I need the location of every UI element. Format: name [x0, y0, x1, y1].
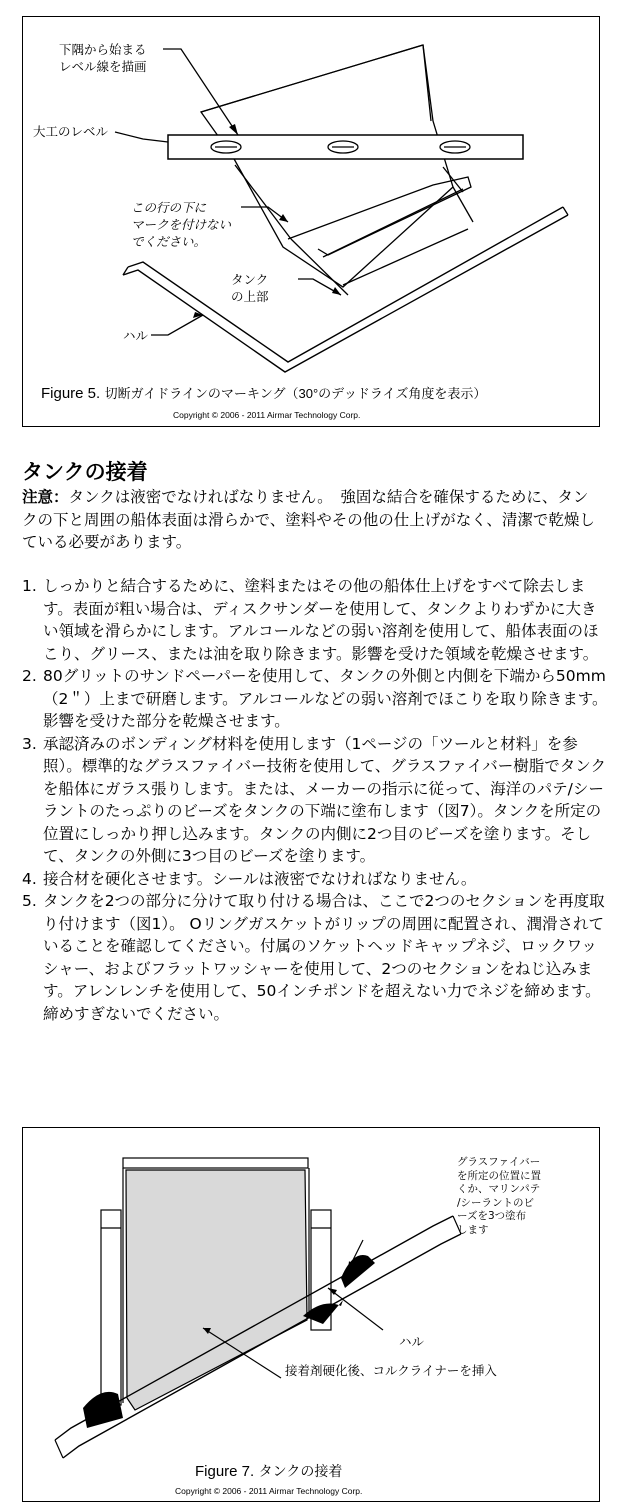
step-number: 4. [22, 869, 37, 888]
step-text: タンクを2つの部分に分けて取り付ける場合は、ここで2つのセクションを再度取り付けます（図1）。 Oリングガスケットがリップの周囲に配置され、潤滑されていることを確認してください。付属のソケットヘッドキャップネジ、ロックワッシャー、およびフラットワッシャーを使用して、2つのセクションをねじ込みます。アレンレンチを使用して、50インチポンドを超えない力でネジを締めます。締めすぎないでください。 [43, 892, 605, 1023]
step-number: 5. [22, 892, 37, 910]
step-text: しっかりと結合するために、塗料またはその他の船体仕上げをすべて除去します。表面が粗い場合は、ディスクサンダーを使用して、タンクよりわずかに大きい領域を滑らかにします。アルコールなどの弱い溶剤を使用して、船体表面のほこり、グリース、または油を取り除きます。影響を受けた領域を乾燥させます。 [43, 577, 599, 663]
label-line: 下隅から始まる [59, 42, 147, 57]
label-line: この行の下に [131, 200, 207, 215]
section-title: タンクの接着 [22, 460, 148, 484]
step-number: 2. [22, 667, 37, 685]
label-line: を所定の位置に置 [457, 1169, 541, 1182]
figure-5 [22, 16, 600, 427]
figure-5-illustration [23, 17, 601, 428]
step-number: 3. [22, 734, 37, 753]
step-number: 1. [22, 577, 37, 595]
figure-caption-text: タンクの接着 [258, 1463, 343, 1479]
label-no-mark-below [131, 199, 231, 250]
copyright: Copyright © 2006 - 2011 Airmar Technology Corp. [175, 1486, 363, 1496]
label-cork-liner: 接着剤硬化後、コルクライナーを挿入 [285, 1363, 497, 1378]
label-line: の上部 [231, 289, 269, 304]
label-carpenters-level: 大工のレベル [33, 124, 109, 139]
figure-caption-text: 切断ガイドラインのマーキング（30°のデッドライズ角度を表示） [104, 386, 487, 401]
list-item [22, 890, 608, 1025]
note-text: タンクは液密でなければなりません。 強固な結合を確保するために、タンクの下と周囲の船体表面は滑らかで、塗料やその他の仕上げがなく、清潔で乾燥している必要があります。 [22, 488, 595, 551]
figure-number: Figure 5. [41, 385, 101, 402]
label-draw-level-line [59, 41, 147, 75]
figure-5-caption [41, 383, 486, 403]
label-line: でください。 [131, 234, 207, 249]
label-line: レベル線を描画 [59, 59, 147, 74]
label-fiberglass-note [457, 1156, 541, 1237]
step-text: 接合材を硬化させます。シールは液密でなければなりません。 [43, 869, 477, 888]
list-item [22, 733, 608, 868]
note-label: 注意： [22, 488, 69, 506]
label-line: /シーラントのビ [457, 1196, 535, 1209]
figure-7-caption [195, 1461, 342, 1481]
figure-7 [22, 1127, 600, 1502]
label-line: グラスファイバー [457, 1156, 541, 1168]
list-item [22, 665, 608, 733]
list-item [22, 868, 608, 891]
copyright: Copyright © 2006 - 2011 Airmar Technology Corp. [173, 410, 361, 420]
list-item [22, 575, 608, 665]
label-line: マークを付けない [131, 217, 232, 232]
label-line: します [457, 1223, 489, 1236]
step-text: 80グリットのサンドペーパーを使用して、タンクの外側と内側を下端から50mm（2＂）上まで研磨します。アルコールなどの弱い溶剤でほこりを取り除きます。影響を受けた部分を乾燥させます。 [43, 667, 608, 730]
label-line: くか、マリンパテ [457, 1183, 541, 1195]
label-tank-top [231, 271, 269, 305]
label-line: ーズを3つ塗布 [457, 1210, 527, 1222]
label-hull: ハル [123, 328, 149, 343]
figure-number: Figure 7. [195, 1463, 255, 1480]
label-hull: ハル [399, 1334, 425, 1349]
label-line: タンク [231, 272, 269, 287]
caution-note [22, 486, 602, 554]
step-text: 承認済みのボンディング材料を使用します（1ページの「ツールと材料」を参照）。標準的なグラスファイバー技術を使用して、グラスファイバー樹脂でタンクを船体にガラス張りします。または、メーカーの指示に従って、海洋のパテ/シーラントのたっぷりのビーズをタンクの下端に塗布します（図7）。タンクを所定の位置にしっかり押し込みます。タンクの内側に2つ目のビーズを塗ります。そして、タンクの外側に3つ目のビーズを塗ります。 [43, 734, 606, 865]
step-list [22, 575, 608, 1025]
